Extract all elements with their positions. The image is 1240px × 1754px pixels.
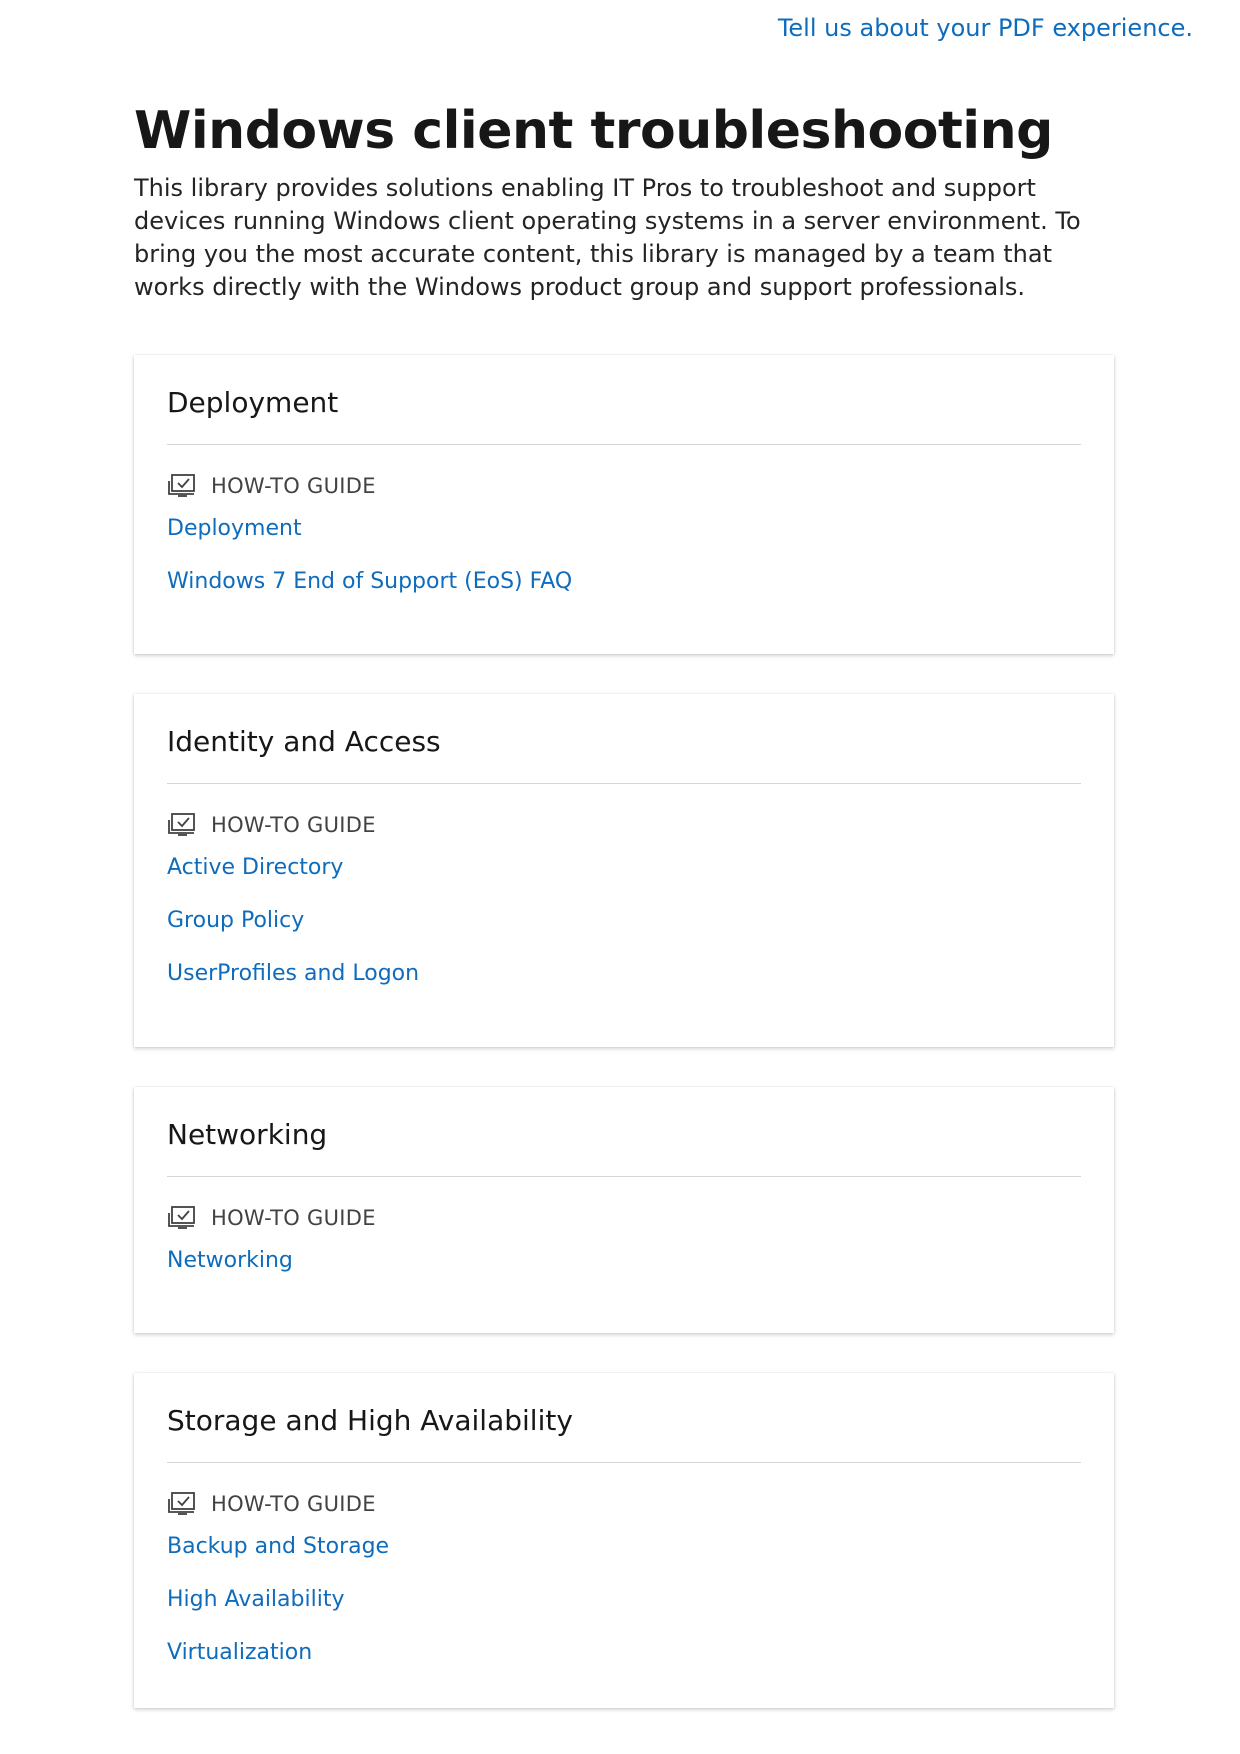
how-to-guide-icon	[167, 1491, 197, 1517]
card-label	[167, 470, 1081, 502]
list-item	[167, 1585, 1081, 1638]
list-item	[167, 906, 1081, 959]
card-label	[167, 809, 1081, 841]
card-divider	[167, 1176, 1081, 1177]
list-item	[167, 1246, 1081, 1299]
card-divider	[167, 783, 1081, 784]
card-label-text: HOW-TO GUIDE	[211, 474, 376, 498]
link-userprofiles-and-logon[interactable]: UserProfiles and Logon	[167, 961, 420, 986]
card-links	[167, 514, 1081, 620]
card-label-text: HOW-TO GUIDE	[211, 1492, 376, 1516]
how-to-guide-icon	[167, 473, 197, 499]
card-divider	[167, 444, 1081, 445]
link-windows-7-eos-faq[interactable]: Windows 7 End of Support (EoS) FAQ	[167, 569, 573, 594]
card-links	[167, 1532, 1081, 1691]
list-item	[167, 567, 1081, 620]
card-storage-and-high-availability	[134, 1373, 1114, 1708]
link-networking[interactable]: Networking	[167, 1248, 293, 1273]
card-networking	[134, 1087, 1114, 1333]
list-item	[167, 1532, 1081, 1585]
card-identity-and-access	[134, 694, 1114, 1047]
link-backup-and-storage[interactable]: Backup and Storage	[167, 1534, 390, 1559]
card-deployment	[134, 355, 1114, 654]
link-high-availability[interactable]: High Availability	[167, 1587, 345, 1612]
feedback-link[interactable]: Tell us about your PDF experience.	[777, 14, 1193, 42]
link-active-directory[interactable]: Active Directory	[167, 855, 344, 880]
card-title: Networking	[167, 1118, 328, 1151]
card-links	[167, 853, 1081, 1012]
intro-paragraph: This library provides solutions enabling IT Pros to troubleshoot and support devices running Windows client operating systems in a server environment. To bring you the most accurate content, this library is managed by a team that works directly with the Windows product group and support professionals.	[134, 174, 1081, 301]
card-title: Deployment	[167, 386, 339, 419]
card-label	[167, 1202, 1081, 1234]
list-item	[167, 959, 1081, 1012]
card-divider	[167, 1462, 1081, 1463]
link-group-policy[interactable]: Group Policy	[167, 908, 305, 933]
card-title: Identity and Access	[167, 725, 441, 758]
card-label-text: HOW-TO GUIDE	[211, 813, 376, 837]
list-item	[167, 1638, 1081, 1691]
card-links	[167, 1246, 1081, 1299]
list-item	[167, 853, 1081, 906]
link-deployment[interactable]: Deployment	[167, 516, 302, 541]
page-title: Windows client troubleshooting	[134, 101, 1053, 161]
link-virtualization[interactable]: Virtualization	[167, 1640, 313, 1665]
card-title: Storage and High Availability	[167, 1404, 573, 1437]
how-to-guide-icon	[167, 812, 197, 838]
card-label-text: HOW-TO GUIDE	[211, 1206, 376, 1230]
how-to-guide-icon	[167, 1205, 197, 1231]
card-label	[167, 1488, 1081, 1520]
list-item	[167, 514, 1081, 567]
